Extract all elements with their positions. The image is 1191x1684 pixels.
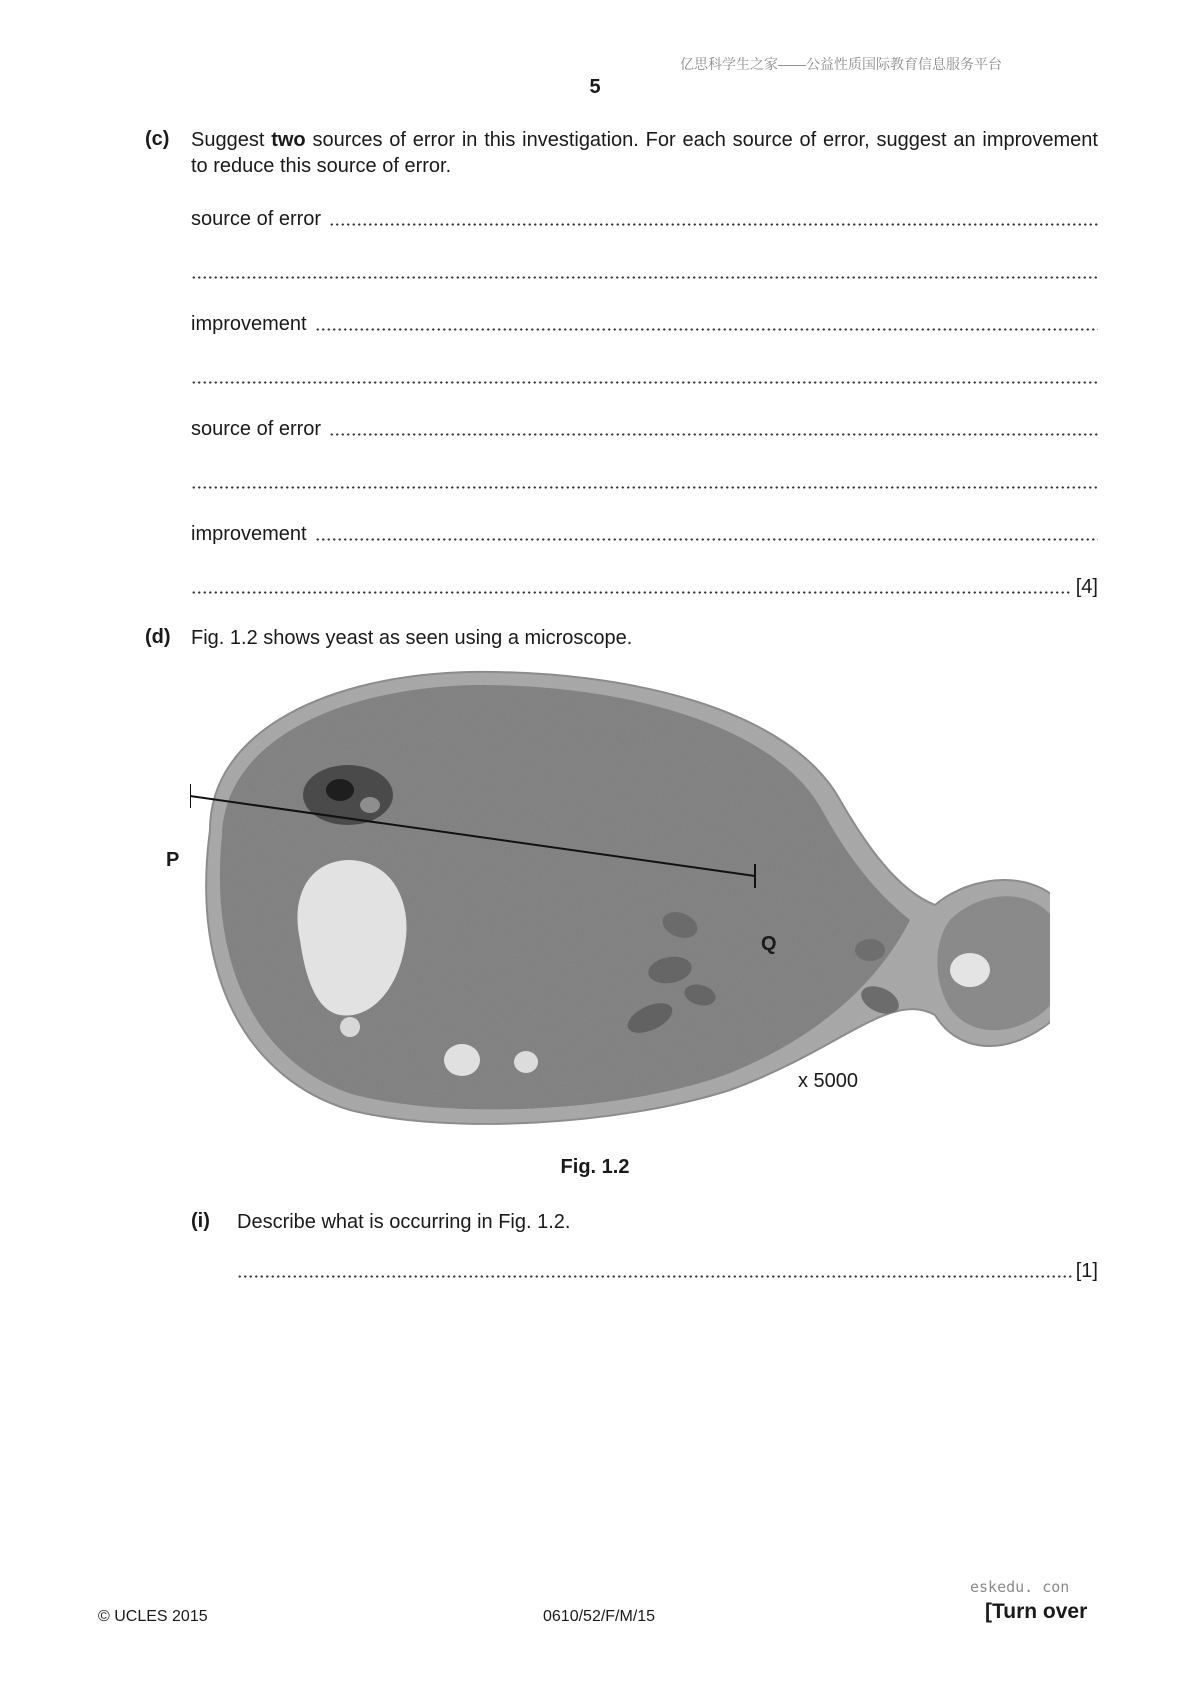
page-number: 5 (589, 76, 601, 98)
figure-caption: Fig. 1.2 (560, 1156, 630, 1178)
part-c-label: (c) (145, 128, 170, 150)
answer-line[interactable] (191, 363, 1098, 389)
point-q-label: Q (761, 933, 777, 955)
answer-line[interactable] (191, 520, 1098, 546)
part-d-i-text: Describe what is occurring in Fig. 1.2. (237, 1211, 571, 1233)
turn-over: [Turn over (985, 1600, 1088, 1623)
part-c-text-bold: two (271, 129, 306, 151)
footer-copyright: © UCLES 2015 (98, 1608, 208, 1625)
part-d-text: Fig. 1.2 shows yeast as seen using a microscope. (191, 627, 633, 649)
header-watermark: 亿思科学生之家——公益性质国际教育信息服务平台 (680, 56, 1002, 72)
mark-allocation: [4] (1075, 576, 1098, 598)
part-d-i-label: (i) (191, 1210, 210, 1232)
answer-line-label: source of error (191, 418, 322, 440)
part-c-text-b: sources of error in this investigation. For each source of error, suggest an improvement to reduce this source of error. (191, 129, 1098, 177)
answer-line[interactable] (191, 310, 1098, 336)
answer-line[interactable] (191, 258, 1098, 284)
mark-allocation: [1] (1075, 1260, 1098, 1282)
answer-dots (191, 381, 1098, 384)
answer-dots (315, 328, 1098, 331)
magnification-label: x 5000 (798, 1070, 859, 1092)
answer-line[interactable] (191, 205, 1098, 231)
answer-dots (191, 591, 1072, 594)
part-d-label: (d) (145, 626, 171, 648)
answer-dots (329, 433, 1098, 436)
part-c-text-a: Suggest (191, 129, 272, 151)
answer-line[interactable] (191, 468, 1098, 494)
answer-line-label: source of error (191, 208, 322, 230)
footer-watermark: eskedu. con (970, 1578, 1070, 1596)
answer-line[interactable] (191, 415, 1098, 441)
answer-line[interactable] (191, 573, 1098, 599)
answer-dots (237, 1275, 1072, 1278)
answer-dots (191, 276, 1098, 279)
answer-dots (329, 223, 1098, 226)
footer-code: 0610/52/F/M/15 (543, 1608, 656, 1625)
part-d-i-answer-line[interactable] (237, 1257, 1098, 1283)
point-p-label: P (166, 849, 180, 871)
answer-dots (191, 486, 1098, 489)
part-c-question (191, 127, 1098, 179)
answer-dots (315, 538, 1098, 541)
answer-line-label: improvement (191, 523, 307, 545)
answer-line-label: improvement (191, 313, 307, 335)
yeast-micrograph (190, 670, 1050, 1140)
